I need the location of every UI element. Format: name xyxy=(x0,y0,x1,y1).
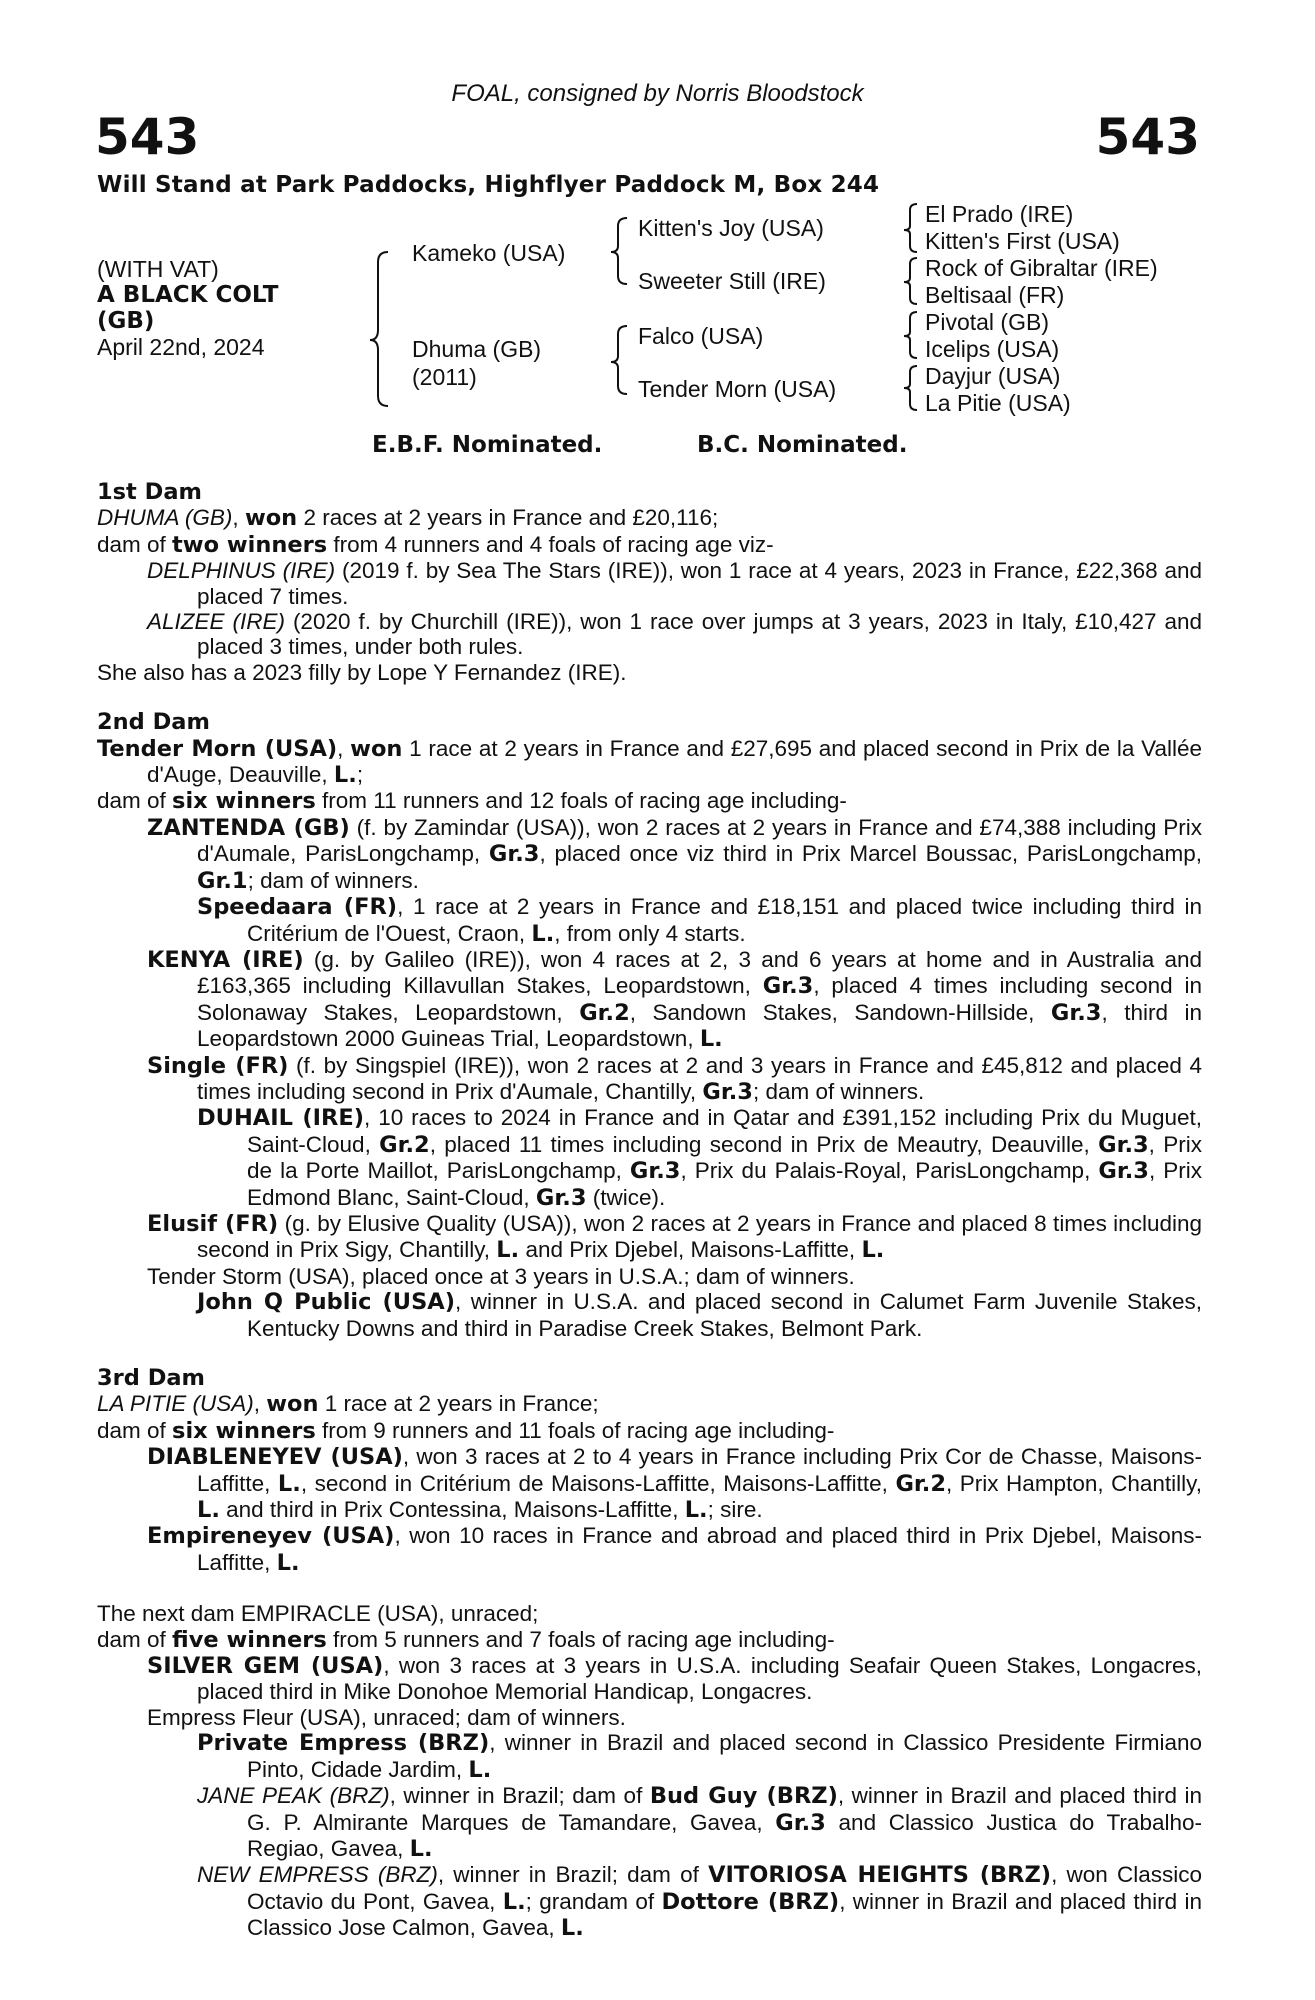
produce-duhail: DUHAIL (IRE), 10 races to 2024 in France and in Qatar and £391,152 including Prix du Muguet, Saint-Cloud, Gr.2, placed 11 times including second in Prix de Meautry, Deauville, Gr.3, Prix de la Porte Maillot, ParisLongchamp, Gr.3, Prix du Palais-Royal, ParisLongchamp, Gr.3, Prix Edmond Blanc, Saint-Cloud, Gr.3 (twice). xyxy=(197,1105,1202,1211)
produce-silver-gem: SILVER GEM (USA), won 3 races at 3 years in U.S.A. including Seafair Queen Stakes, Longacres, placed third in Mike Donohoe Memorial Handicap, Longacres. xyxy=(147,1653,1202,1705)
vat-note: (WITH VAT) xyxy=(97,256,219,282)
produce-elusif: Elusif (FR) (g. by Elusive Quality (USA)), won 2 races at 2 years in France and placed 8 times including second in Prix Sigy, Chantilly, L. and Prix Djebel, Maisons-Laffitte, L. xyxy=(147,1210,1203,1264)
second-dam-record: Tender Morn (USA), won 1 race at 2 years in France and £27,695 and placed second in Prix de la Vallée d'Auge, Deauville, L.; xyxy=(97,735,1202,789)
ebf-nominated: E.B.F. Nominated. xyxy=(372,432,603,458)
consignor-line: FOAL, consigned by Norris Bloodstock xyxy=(451,80,864,107)
lot-number-right: 543 xyxy=(1095,108,1200,166)
produce-alizee: ALIZEE (IRE) (2020 f. by Churchill (IRE)), won 1 race over jumps at 3 years, 2023 in Italy, £10,427 and placed 3 times, under both rules. xyxy=(147,609,1202,660)
pedigree-g7: Dayjur (USA) xyxy=(925,363,1061,389)
produce-new-empress: NEW EMPRESS (BRZ), winner in Brazil; dam of VITORIOSA HEIGHTS (BRZ), won Classico Octavio du Pont, Gavea, L.; grandam of Dottore (BRZ), winner in Brazil and placed third in Classico Jose Calmon, Gavea, L. xyxy=(197,1862,1203,1942)
first-dam-record: DHUMA (GB), won 2 races at 2 years in France and £20,116; xyxy=(97,505,719,532)
pedigree-g5: Pivotal (GB) xyxy=(925,309,1049,335)
pedigree-g3: Rock of Gibraltar (IRE) xyxy=(925,255,1158,281)
next-dam-intro: The next dam EMPIRACLE (USA), unraced; xyxy=(97,1601,539,1627)
pedigree-sire-dam: Sweeter Still (IRE) xyxy=(638,268,826,294)
first-dam-heading: 1st Dam xyxy=(97,479,202,505)
third-dam-produce: dam of six winners from 9 runners and 11 foals of racing age including- xyxy=(97,1417,835,1444)
produce-jane-peak: JANE PEAK (BRZ), winner in Brazil; dam of Bud Guy (BRZ), winner in Brazil and placed third in G. P. Almirante Marques de Tamandare, Gavea, Gr.3 and Classico Justica do Trabalho-Regiao, Gavea, L. xyxy=(197,1783,1202,1862)
pedigree-dam-year: (2011) xyxy=(412,364,477,390)
produce-empress-fleur: Empress Fleur (USA), unraced; dam of winners. xyxy=(147,1704,626,1730)
pedigree-g1: El Prado (IRE) xyxy=(925,201,1074,227)
produce-empireneyev: Empireneyev (USA), won 10 races in France and abroad and placed third in Prix Djebel, Maisons-Laffitte, L. xyxy=(147,1523,1202,1576)
produce-speedaara: Speedaara (FR), 1 race at 2 years in France and £18,151 and placed twice including third in Critérium de l'Ouest, Craon, L., from only 4 starts. xyxy=(197,894,1202,947)
produce-private-empress: Private Empress (BRZ), winner in Brazil and placed second in Classico Presidente Firmiano Pinto, Cidade Jardim, L. xyxy=(197,1730,1202,1783)
pedigree-g4: Beltisaal (FR) xyxy=(925,282,1065,308)
second-dam-produce: dam of six winners from 11 runners and 12 foals of racing age including- xyxy=(97,788,847,815)
lot-country: (GB) xyxy=(97,308,155,334)
pedigree-g6: Icelips (USA) xyxy=(925,336,1060,362)
bc-nominated: B.C. Nominated. xyxy=(697,432,908,458)
third-dam-record: LA PITIE (USA), won 1 race at 2 years in France; xyxy=(97,1391,599,1418)
produce-john-q-public: John Q Public (USA), winner in U.S.A. and placed second in Calumet Farm Juvenile Stakes, Kentucky Downs and third in Paradise Creek Stakes, Belmont Park. xyxy=(197,1289,1202,1341)
produce-single: Single (FR) (f. by Singspiel (IRE)), won 2 races at 2 and 3 years in France and £45,812 and placed 4 times including second in Prix d'Aumale, Chantilly, Gr.3; dam of winners. xyxy=(147,1052,1202,1105)
first-dam-produce: dam of two winners from 4 runners and 4 foals of racing age viz- xyxy=(97,531,774,558)
pedigree-sire-sire: Kitten's Joy (USA) xyxy=(638,215,824,241)
pedigree-dam-dam: Tender Morn (USA) xyxy=(638,376,837,402)
foaling-date: April 22nd, 2024 xyxy=(97,334,265,360)
lot-sex-colour: A BLACK COLT xyxy=(97,282,279,308)
pedigree-g8: La Pitie (USA) xyxy=(925,390,1071,416)
produce-kenya: KENYA (IRE) (g. by Galileo (IRE)), won 4 races at 2, 3 and 6 years at home and in Australia and £163,365 including Killavullan Stakes, Leopardstown, Gr.3, placed 4 times including second in Solonaway Stakes, Leopardstown, Gr.2, Sandown Stakes, Sandown-Hillside, Gr.3, third in Leopardstown 2000 Guineas Trial, Leopardstown, L. xyxy=(147,946,1203,1053)
next-dam-produce: dam of five winners from 5 runners and 7 foals of racing age including- xyxy=(97,1626,835,1653)
second-dam-heading: 2nd Dam xyxy=(97,709,210,736)
pedigree-sire: Kameko (USA) xyxy=(412,240,566,266)
produce-delphinus: DELPHINUS (IRE) (2019 f. by Sea The Stars (IRE)), won 1 race at 4 years, 2023 in France, £22,368 and placed 7 times. xyxy=(147,558,1203,609)
lot-number-left: 543 xyxy=(95,108,200,166)
pedigree-dam-sire: Falco (USA) xyxy=(638,323,764,349)
stand-location: Will Stand at Park Paddocks, Highflyer Paddock M, Box 244 xyxy=(97,172,880,198)
produce-diableneyev: DIABLENEYEV (USA), won 3 races at 2 to 4 years in France including Prix Cor de Chasse, Maisons-Laffitte, L., second in Critérium de Maisons-Laffitte, Maisons-Laffitte, Gr.2, Prix Hampton, Chantilly, L. and third in Prix Contessina, Maisons-Laffitte, L.; sire. xyxy=(147,1444,1203,1524)
first-dam-also: She also has a 2023 filly by Lope Y Fernandez (IRE). xyxy=(97,659,627,685)
pedigree-dam: Dhuma (GB) xyxy=(412,336,542,362)
produce-tender-storm: Tender Storm (USA), placed once at 3 years in U.S.A.; dam of winners. xyxy=(147,1263,855,1289)
pedigree-g2: Kitten's First (USA) xyxy=(925,228,1120,254)
third-dam-heading: 3rd Dam xyxy=(97,1365,205,1391)
produce-zantenda: ZANTENDA (GB) (f. by Zamindar (USA)), won 2 races at 2 years in France and £74,388 including Prix d'Aumale, ParisLongchamp, Gr.3, placed once viz third in Prix Marcel Boussac, ParisLongchamp, Gr.1; dam of winners. xyxy=(147,814,1203,894)
catalogue-body xyxy=(97,480,1202,1942)
